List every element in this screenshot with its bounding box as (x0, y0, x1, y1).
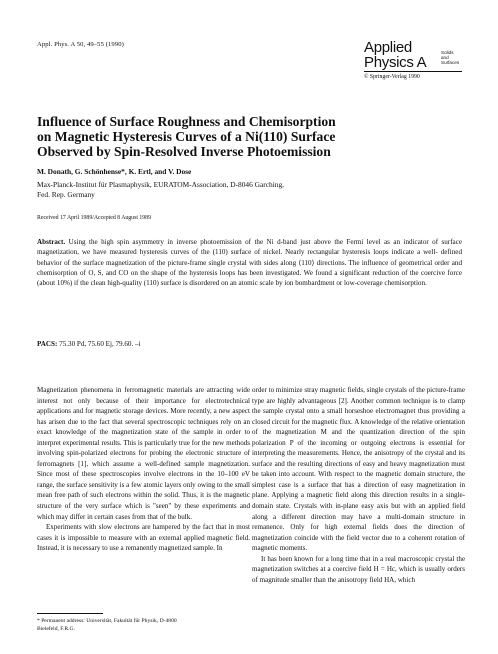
author-list: M. Donath, G. Schönhense*, K. Ertl, and V. Dose (37, 167, 192, 176)
copyright-notice: © Springer-Verlag 1990 (364, 74, 420, 80)
journal-logo (364, 40, 464, 80)
title-line: Observed by Spin-Resolved Inverse Photoemission (37, 144, 331, 159)
body-paragraph: It has been known for a long time that in a real macroscopic crystal the magnetization switches at a coercive field H = Hc, which is usually orders of magnitude smaller than the anisotropy field HA, which (252, 554, 465, 584)
footnote-line: * Permanent address: Universität, Fakultät für Physik, D-4800 (37, 618, 177, 624)
footnote (37, 617, 250, 633)
journal-subtitle-word: and (441, 55, 449, 60)
abstract-line: Using the high spin asymmetry in inverse photoemission of the Ni d-band just (68, 238, 311, 246)
journal-subtitle-word: Solids (441, 50, 454, 55)
body-paragraph: Experiments with slow electrons are hampered by the fact that in most cases it is impossible to measure with an external applied magnetic field. Instead, it is necessary to use a remanently magnetized sample. In (37, 523, 250, 553)
pacs-values: 75.30 Pd, 75.60 Ej, 79.60. –i (59, 340, 141, 348)
received-date: Received 17 April 1989/Accepted 8 August 1989 (37, 215, 151, 221)
affiliation (37, 180, 467, 200)
footnote-rule (37, 613, 103, 614)
body-column-left (37, 385, 250, 554)
body-paragraph: Magnetization phenomena in ferromagnetic materials are attracting wide interest not only because of their importance for electrotechnical applications and for magnetic storage devices. More recently, a new aspect has arisen due to the fact that several spectroscopic techniques rely on an exact knowledge of the magnetization state of the sample in order to interpret experimental results. This is particularly true for the new methods involving spin-polarized electrons for probing the electronic structure of ferromagnets [1], which assume a well-defined sample magnetization. Since most of these spectroscopies involve electrons in the 10–100 eV range, the surface sensitivity is a few atomic layers only owing to the small mean free path of such electrons within the solid. Thus, it is the magnetic structure of the very surface which is "seen" by these experiments and which may differ in certain cases from that of the bulk. (37, 386, 250, 521)
abstract-line: disordered on an atomic scale by ion bombardment or low-coverage chemisorption. (189, 279, 427, 288)
body-paragraph: order to minimize stray magnetic fields, single crystals of the picture-frame type are highly advantageous [2]. Another common technique is to clamp the sample crystal onto a small horseshoe electromagnet thus providing a closed circuit for the magnetic flux. A knowledge of the relative orientation of the magnetization M and the quantization direction of the spin polarization P of the incoming or outgoing electrons is essential for interpreting the measurements. Hence, the anisotropy of the crystal and its surface and the resulting directions of easy and heavy magnetization must be taken into account. With respect to the magnetic domain structure, the simplest case is a surface that has a direction of easy magnetization in plane. Applying a magnetic field along this direction results in a single-domain state. Crystals with in-plane easy axis but with an applied field along a different direction may have a multi-domain structure in remanence. Only for high external fields does the direction of magnetization coincide with the field vector due to a coherent rotation of magnetic moments. (252, 386, 465, 553)
abstract-line: above the Fermi level as an indicator of surface magnetization, we have measured hysteresis (37, 238, 462, 257)
pacs-label: PACS: (37, 340, 58, 348)
title-line: on Magnetic Hysteresis Curves of a Ni(110) Surface (37, 129, 336, 144)
journal-citation: Appl. Phys. A 50, 49–55 (1990) (37, 41, 124, 48)
journal-logo-line2: Physics A (364, 54, 427, 71)
abstract-line: CO on the shape of the hysteresis loops has been investigated. We found a significant (118, 268, 370, 277)
journal-logo-rule (364, 71, 462, 72)
journal-logo-subtitle (441, 50, 459, 65)
abstract-line: defined behavior of the surface magnetization of the picture-frame single crystal with sides (37, 248, 462, 267)
affiliation-line: Fed. Rep. Germany (37, 190, 95, 199)
pacs-codes (37, 340, 141, 348)
abstract (37, 237, 462, 288)
title-line: Influence of Surface Roughness and Chemisorption (37, 114, 336, 129)
journal-subtitle-word: Surfaces (441, 60, 460, 65)
abstract-line: reduction of the coercive force (about 10%) if the clean high-quality (110) surface is (37, 268, 462, 288)
body-column-right (252, 385, 465, 585)
affiliation-line: Max-Planck-Institut für Plasmaphysik, EURATOM-Association, D-8046 Garching, (37, 180, 285, 189)
abstract-line: curves of the (110) surface of nickel. Nearly rectangular hysteresis loops indicate a well- (170, 248, 438, 257)
footnote-line: Bielefeld, F.R.G. (37, 626, 75, 632)
journal-logo-line1: Applied (364, 39, 412, 56)
abstract-label: Abstract. (37, 238, 66, 246)
article-title (37, 114, 467, 159)
abstract-line: along ⟨110⟩ directions. The influence of geometrical order and chemisorption of O, S, and (37, 258, 463, 277)
